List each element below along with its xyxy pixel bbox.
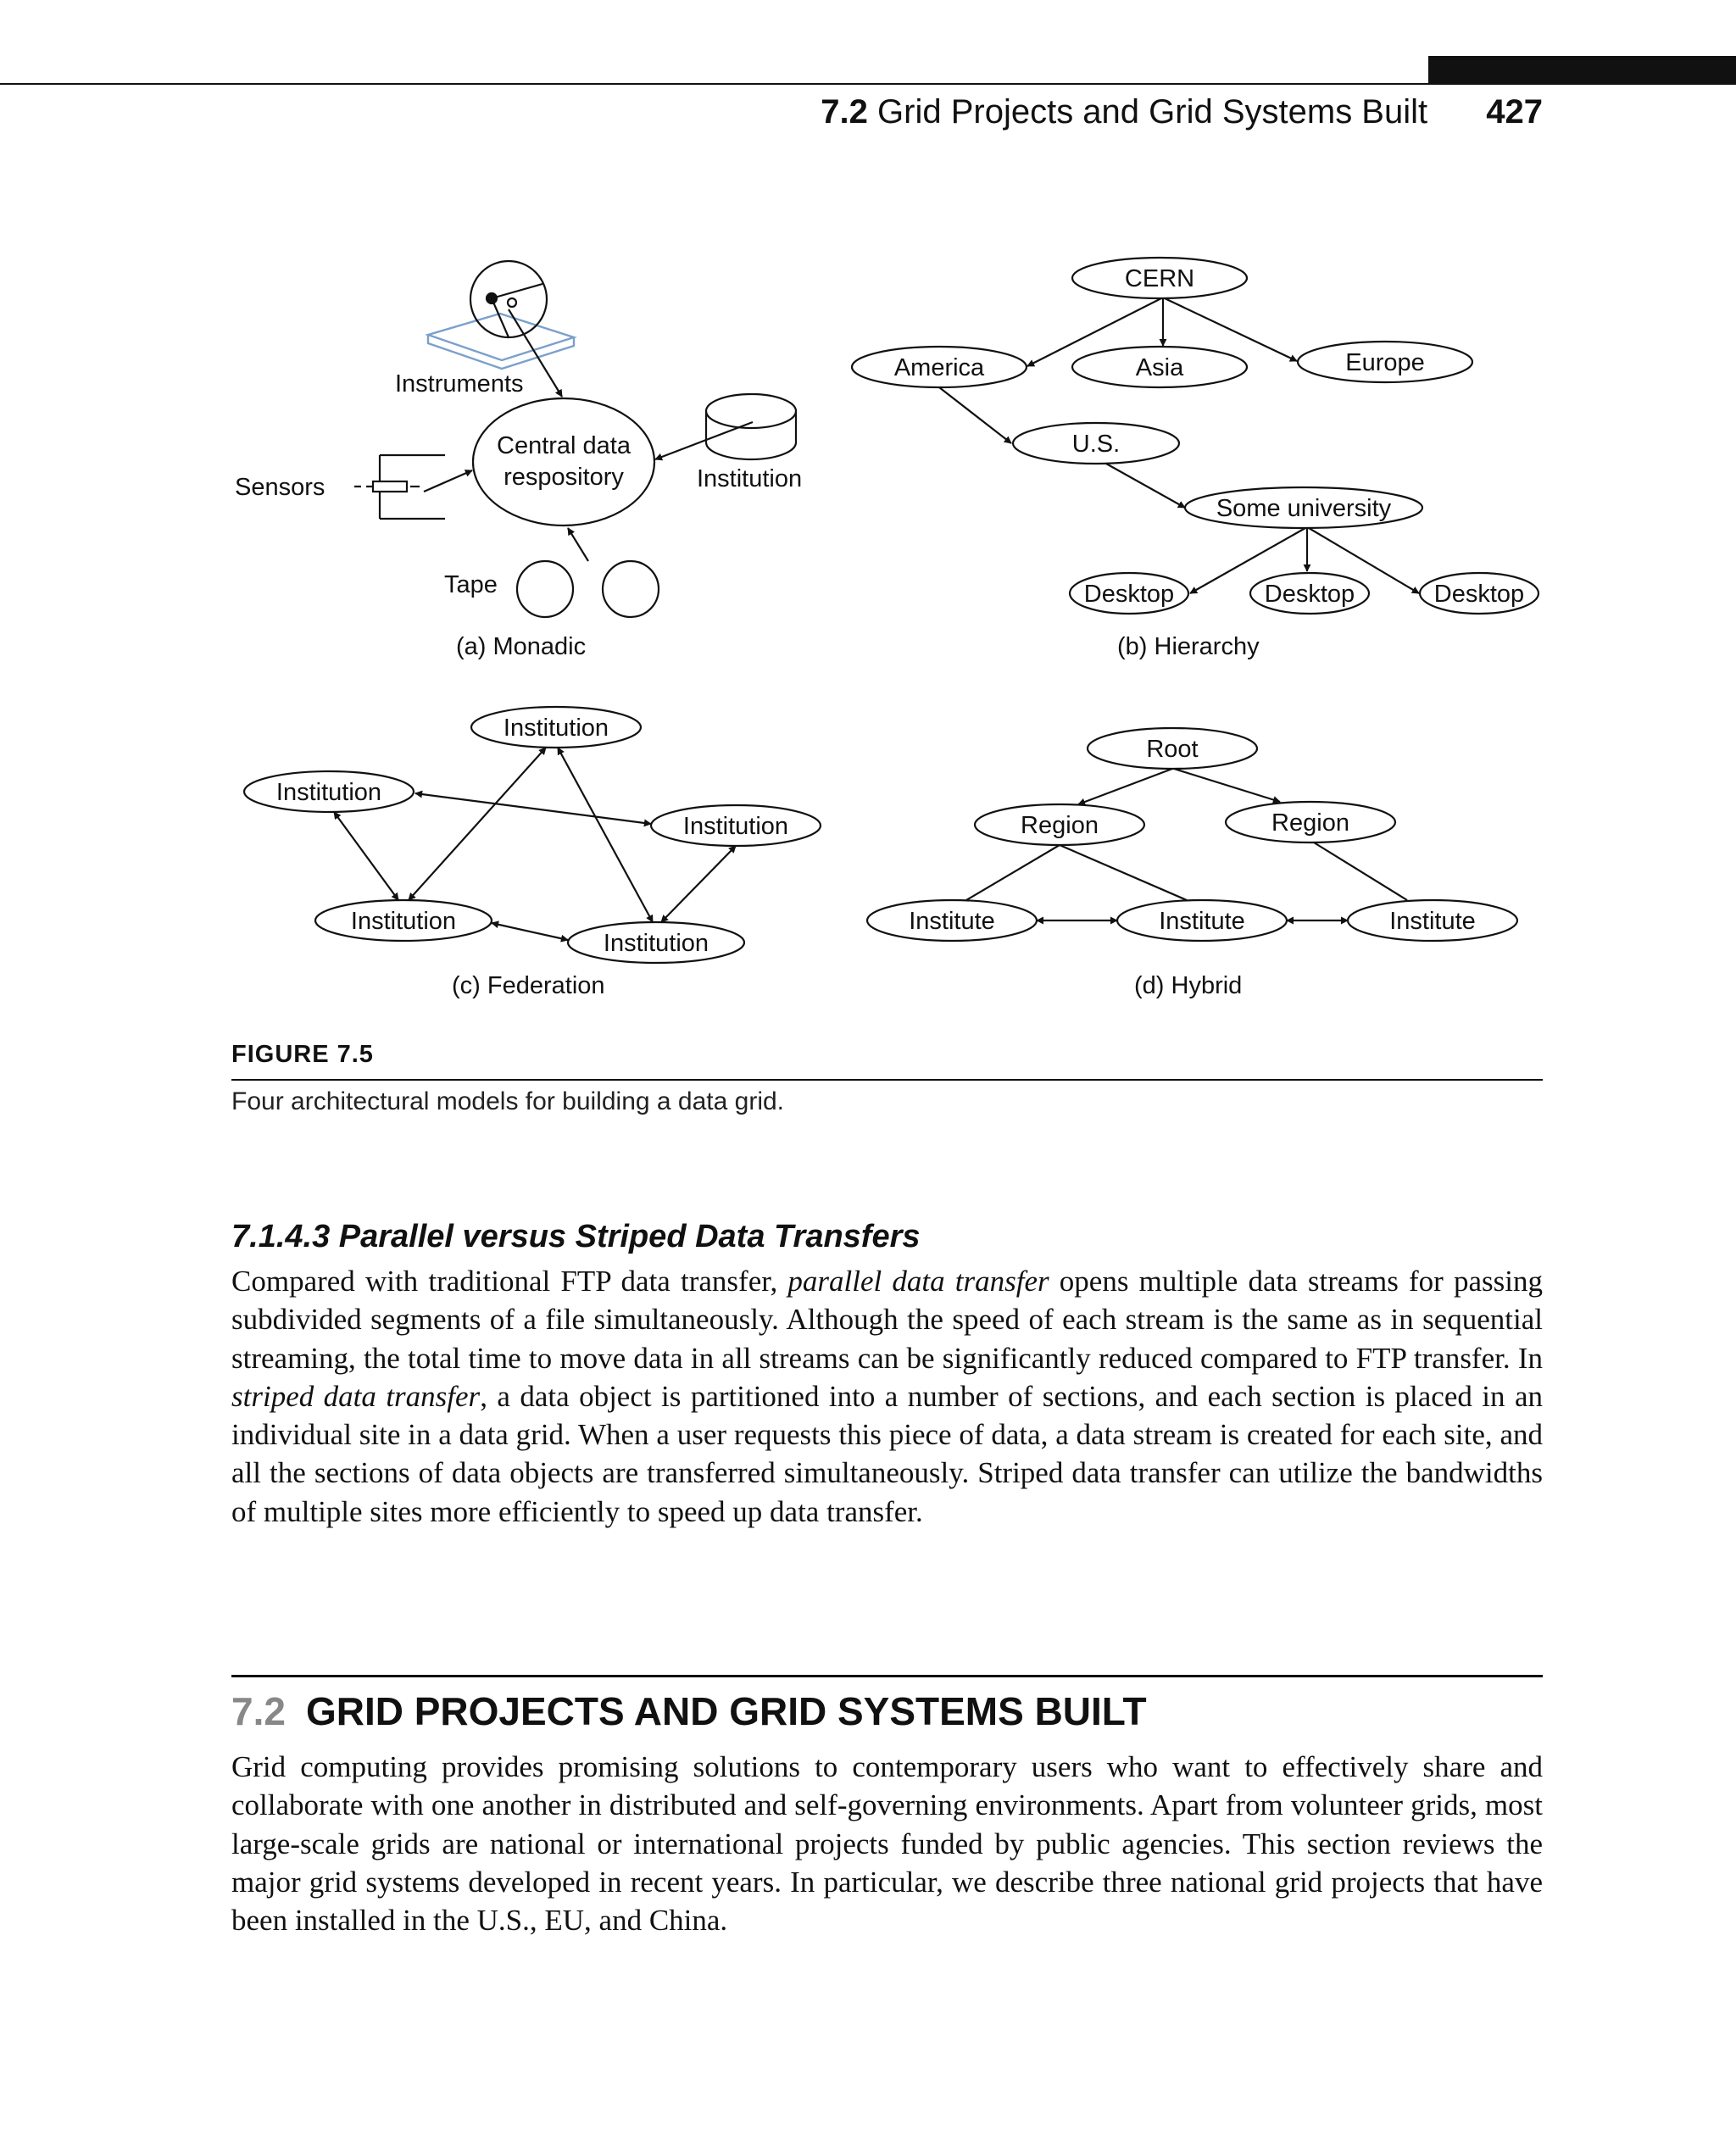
label-region-right: Region bbox=[1271, 809, 1349, 837]
caption-monadic: (a) Monadic bbox=[456, 633, 587, 660]
paragraph-text-3: , a data object is partitioned into a number of sections, and each section is placed in an individual site in a data grid. When a user requests this piece of data, a data stream is created for each site, and all the sections of data objects are transferred simultaneously. Striped data transfer can utilize the bandwidths of multiple sites more efficiently to speed up data transfer. bbox=[231, 1379, 1543, 1528]
paragraph-text-2: opens multiple data streams for passing subdivided segments of a file simultaneously. Although the speed of each stream is the same as in sequential streaming, the total time to move data in all streams can be significantly reduced compared to FTP transfer. In bbox=[231, 1265, 1543, 1375]
label-institution-a: Institution bbox=[697, 465, 803, 492]
label-region-left: Region bbox=[1021, 812, 1099, 839]
label-sensors: Sensors bbox=[235, 474, 326, 501]
figure-label: FIGURE 7.5 bbox=[231, 1041, 374, 1068]
label-fed-bottom-left: Institution bbox=[350, 908, 457, 935]
figure-7-5-diagram bbox=[0, 246, 1736, 1026]
label-us: U.S. bbox=[1071, 431, 1121, 458]
label-root: Root bbox=[1146, 736, 1199, 763]
label-cern: CERN bbox=[1124, 265, 1195, 292]
section-rule bbox=[231, 1675, 1543, 1677]
term-striped-data-transfer: striped data transfer bbox=[231, 1379, 481, 1413]
label-institute-3: Institute bbox=[1389, 908, 1476, 935]
label-university: Some university bbox=[1216, 495, 1392, 522]
sensor-icon bbox=[354, 455, 445, 519]
term-parallel-data-transfer: parallel data transfer bbox=[787, 1265, 1049, 1298]
tape-reels-icon bbox=[517, 561, 659, 617]
subsection-paragraph bbox=[231, 1262, 1543, 1531]
label-desktop-3: Desktop bbox=[1433, 581, 1525, 608]
label-desktop-1: Desktop bbox=[1083, 581, 1175, 608]
hierarchy-diagram bbox=[852, 258, 1538, 614]
label-fed-top: Institution bbox=[503, 715, 609, 742]
label-tape: Tape bbox=[444, 571, 498, 598]
caption-federation: (c) Federation bbox=[452, 972, 605, 999]
caption-hybrid: (d) Hybrid bbox=[1134, 972, 1243, 999]
top-corner-bar bbox=[1428, 56, 1736, 85]
label-desktop-2: Desktop bbox=[1264, 581, 1355, 608]
label-institute-2: Institute bbox=[1159, 908, 1245, 935]
figure-caption-rule bbox=[231, 1079, 1543, 1081]
section-number: 7.2 bbox=[231, 1689, 286, 1733]
label-instruments: Instruments bbox=[395, 370, 524, 398]
label-america: America bbox=[893, 354, 985, 381]
central-repository-node bbox=[473, 398, 654, 526]
subsection-heading: 7.1.4.3 Parallel versus Striped Data Transfers bbox=[231, 1219, 921, 1254]
label-central-line1: Central data bbox=[497, 432, 631, 459]
label-europe: Europe bbox=[1345, 349, 1425, 376]
header-section-title: Grid Projects and Grid Systems Built bbox=[877, 93, 1428, 131]
figure-caption: Four architectural models for building a data grid. bbox=[231, 1087, 785, 1115]
label-fed-bottom-right: Institution bbox=[603, 930, 709, 957]
page-number: 427 bbox=[1486, 93, 1543, 131]
caption-hierarchy: (b) Hierarchy bbox=[1117, 633, 1260, 660]
section-paragraph: Grid computing provides promising solutions to contemporary users who want to effectively share and collaborate with one another in distributed and self-governing environments. Apart from volunteer grids, most large-scale grids are national or international projects funded by public agencies. This section reviews the major grid systems developed in recent years. In particular, we describe three national grid projects that have been installed in the U.S., EU, and China. bbox=[231, 1750, 1543, 1938]
section-title: GRID PROJECTS AND GRID SYSTEMS BUILT bbox=[305, 1689, 1147, 1733]
paragraph-text-1: Compared with traditional FTP data transfer, bbox=[231, 1265, 788, 1298]
label-central-line2: respository bbox=[504, 464, 624, 491]
label-institute-1: Institute bbox=[909, 908, 995, 935]
label-asia: Asia bbox=[1135, 354, 1184, 381]
section-heading bbox=[231, 1688, 1147, 1734]
running-head bbox=[763, 93, 1543, 131]
label-fed-right: Institution bbox=[682, 813, 789, 840]
header-section-number: 7.2 bbox=[821, 93, 868, 131]
institution-disk-icon bbox=[706, 394, 796, 459]
label-fed-left: Institution bbox=[275, 779, 382, 806]
